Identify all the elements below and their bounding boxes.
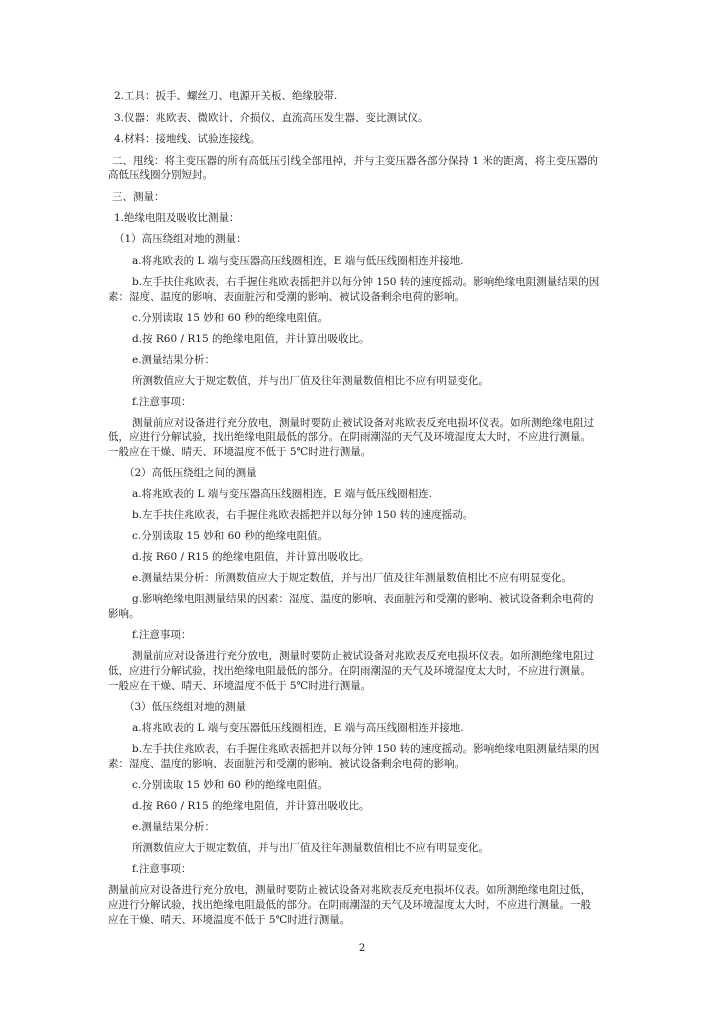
step-g-2: g.影响绝缘电阻测量结果的因素：湿度、温度的影响、表面脏污和受潮的影响、被试设备剩余电荷的 — [132, 593, 594, 605]
subsection-3-heading: （3）低压绕组对地的测量 — [124, 701, 247, 713]
note-3-line-3: 应在干燥、晴天、环境温度不低于 5℃时进行测量。 — [108, 914, 351, 926]
step-a-1: a.将兆欧表的 L 端与变压器高压线圈相连，E 端与低压线圈相连并接地. — [132, 255, 464, 267]
page-number: 2 — [358, 943, 366, 954]
step-e-3: e.测量结果分析： — [132, 821, 216, 833]
step-b-3-continuation: 素：湿度、温度的影响、表面脏污和受潮的影响、被试设备剩余电荷的影响。 — [108, 758, 465, 770]
subsection-1-heading: （1）高压绕组对地的测量： — [114, 233, 247, 245]
step-c-2: c.分别读取 15 妙和 60 秒的绝缘电阻值。 — [132, 530, 329, 542]
note-2-line-1: 测量前应对设备进行充分放电，测量时要防止被试设备对兆欧表反充电损坏仪表。如所测绝缘电阻过 — [132, 650, 594, 662]
subsection-2-heading: （2）高低压绕组之间的测量 — [124, 467, 257, 479]
note-3-line-1: 测量前应对设备进行充分放电，测量时要防止被试设备对兆欧表反充电损坏仪表。如所测绝缘电阻过低， — [108, 884, 591, 896]
step-e-1-text: 所测数值应大于规定数值，并与出厂值及往年测量数值相比不应有明显变化。 — [132, 375, 489, 387]
section-two-line: 二、甩线：将主变压器的所有高低压引线全部甩掉，并与主变压器各部分保持 1 米的距离，将主变压器的 — [112, 155, 598, 167]
step-b-1: b.左手扶住兆欧表，右手握住兆欧表摇把并以每分钟 150 转的速度摇动。影响绝缘电阻测量结果的因 — [132, 276, 600, 288]
note-1-line-2: 低，应进行分解试验，找出绝缘电阻最低的部分。在阴雨潮湿的天气及环境湿度太大时，不应进行测量。 — [108, 431, 591, 443]
insulation-heading: 1.绝缘电阻及吸收比测量： — [114, 212, 240, 224]
step-c-3: c.分别读取 15 妙和 60 秒的绝缘电阻值。 — [132, 779, 329, 791]
step-b-2: b.左手扶住兆欧表，右手握住兆欧表摇把并以每分钟 150 转的速度摇动。 — [132, 509, 474, 521]
step-f-1: f.注意事项： — [132, 396, 192, 408]
step-e-1: e.测量结果分析： — [132, 354, 216, 366]
section-three-heading: 三、测量： — [112, 191, 165, 203]
step-c-1: c.分别读取 15 妙和 60 秒的绝缘电阻值。 — [132, 312, 329, 324]
instruments-line: 3.仪器：兆欧表、微欧计、介损仪、直流高压发生器、变比测试仪。 — [114, 112, 429, 124]
note-2-line-2: 低，应进行分解试验，找出绝缘电阻最低的部分。在阴雨潮湿的天气及环境湿度太大时，不应进行测量。 — [108, 665, 591, 677]
step-a-2: a.将兆欧表的 L 端与变压器高压线圈相连，E 端与低压线圈相连. — [132, 488, 433, 500]
step-d-1: d.按 R60 / R15 的绝缘电阻值，并计算出吸收比。 — [132, 333, 370, 345]
step-e-2: e.测量结果分析：所测数值应大于规定数值，并与出厂值及往年测量数值相比不应有明显变化。 — [132, 572, 573, 584]
note-1-line-3: 一般应在干燥、晴天、环境温度不低于 5℃时进行测量。 — [108, 446, 372, 458]
step-e-3-text: 所测数值应大于规定数值，并与出厂值及往年测量数值相比不应有明显变化。 — [132, 842, 489, 854]
step-d-3: d.按 R60 / R15 的绝缘电阻值，并计算出吸收比。 — [132, 800, 370, 812]
step-b-1-continuation: 素：湿度、温度的影响、表面脏污和受潮的影响、被试设备剩余电荷的影响。 — [108, 291, 465, 303]
step-f-2: f.注意事项： — [132, 629, 192, 641]
step-a-3: a.将兆欧表的 L 端与变压器低压线圈相连，E 端与高压线圈相连并接地. — [132, 722, 464, 734]
step-d-2: d.按 R60 / R15 的绝缘电阻值，并计算出吸收比。 — [132, 551, 370, 563]
note-3-line-2: 应进行分解试验，找出绝缘电阻最低的部分。在阴雨潮湿的天气及环境湿度太大时，不应进行测量。一般 — [108, 899, 591, 911]
tools-line: 2.工具：扳手、螺丝刀、电源开关板、绝缘胶带. — [114, 90, 338, 102]
step-f-3: f.注意事项： — [132, 863, 192, 875]
note-1-line-1: 测量前应对设备进行充分放电，测量时要防止被试设备对兆欧表反充电损坏仪表。如所测绝缘电阻过 — [132, 417, 594, 429]
step-g-2-continuation: 影响。 — [108, 608, 140, 620]
note-2-line-3: 一般应在干燥、晴天、环境温度不低于 5℃时进行测量。 — [108, 680, 372, 692]
section-two-continuation: 高低压线圈分别短封。 — [108, 169, 213, 181]
materials-line: 4.材料：接地线、试验连接线。 — [114, 133, 261, 145]
step-b-3: b.左手扶住兆欧表，右手握住兆欧表摇把并以每分钟 150 转的速度摇动。影响绝缘电阻测量结果的因 — [132, 743, 600, 755]
